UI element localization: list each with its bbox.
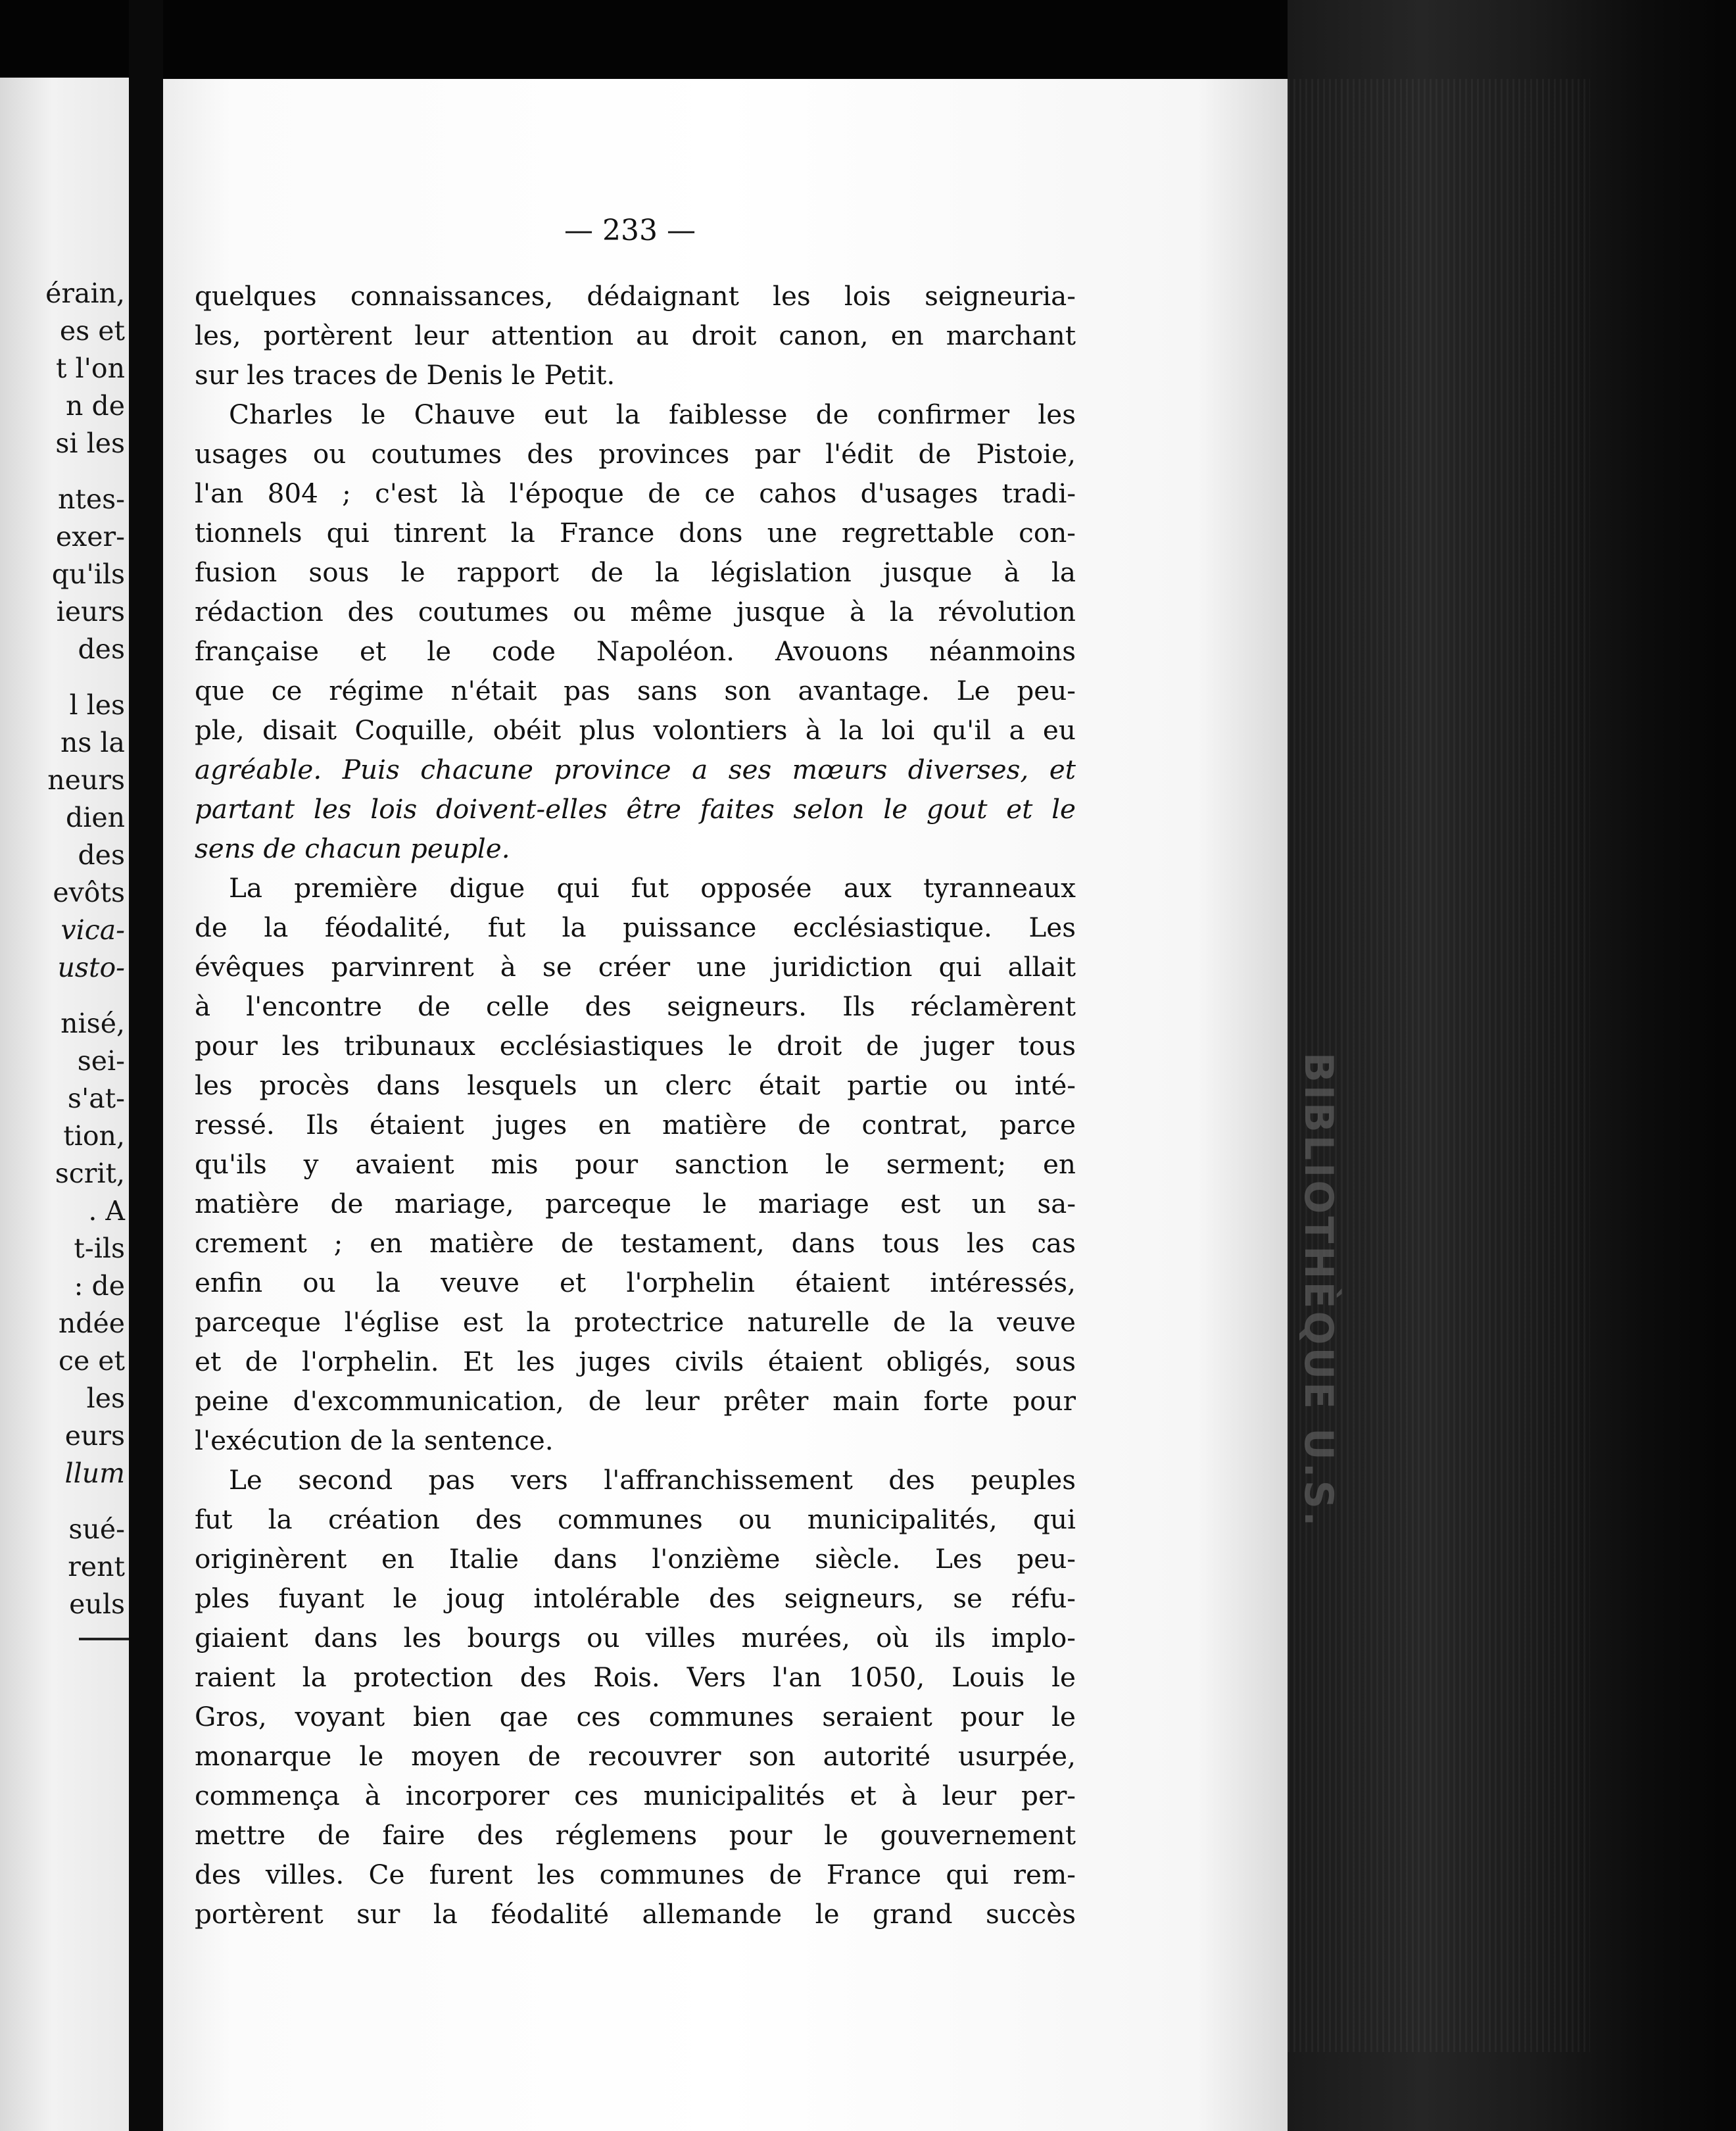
paragraph-start-line: La première digue qui fut opposée aux tyranneaux	[229, 872, 1076, 904]
left-line: n de	[66, 390, 125, 422]
library-stamp	[1282, 1052, 1341, 1223]
left-line: les	[86, 1383, 125, 1414]
left-line: érain,	[45, 278, 125, 309]
left-line: es et	[59, 315, 125, 347]
text-line: les procès dans lesquels un clerc était partie ou inté-	[195, 1069, 1076, 1101]
left-line: ce et	[59, 1345, 125, 1377]
left-line: ndée	[58, 1308, 125, 1339]
left-gap	[0, 1492, 129, 1511]
left-line: vica-	[60, 914, 125, 946]
left-line: evôts	[53, 877, 125, 908]
left-line: neurs	[47, 764, 125, 796]
text-line: qu'ils y avaient mis pour sanction le serment; en	[195, 1148, 1076, 1180]
text-line: enfin ou la veuve et l'orphelin étaient intéressés,	[195, 1267, 1076, 1298]
left-line: usto-	[57, 952, 125, 983]
text-line: ples fuyant le joug intolérable des seigneurs, se réfu-	[195, 1582, 1076, 1614]
left-line: ntes-	[57, 483, 125, 515]
paragraph-start-line: Le second pas vers l'affranchissement des peuples	[229, 1464, 1076, 1496]
text-line: ple, disait Coquille, obéit plus volontiers à la loi qu'il a eu	[195, 714, 1076, 746]
left-line: s'at-	[67, 1083, 125, 1114]
left-line: des	[78, 633, 125, 665]
text-line: crement ; en matière de testament, dans tous les cas	[195, 1227, 1076, 1259]
left-line: si les	[55, 428, 125, 459]
text-line: sur les traces de Denis le Petit.	[195, 359, 615, 391]
text-line: parceque l'église est la protectrice naturelle de la veuve	[195, 1306, 1076, 1338]
text-line: à l'encontre de celle des seigneurs. Ils réclamèrent	[195, 991, 1076, 1022]
text-line: pour les tribunaux ecclésiastiques le droit de juger tous	[195, 1030, 1076, 1062]
text-line: tionnels qui tinrent la France dons une regrettable con-	[195, 517, 1076, 549]
text-line: fut la création des communes ou municipalités, qui	[195, 1504, 1076, 1535]
page-number: — 233 —	[564, 214, 696, 247]
text-line: monarque le moyen de recouvrer son autorité usurpée,	[195, 1740, 1076, 1772]
text-line: raient la protection des Rois. Vers l'an 1050, Louis le	[195, 1661, 1076, 1693]
text-line: rédaction des coutumes ou même jusque à la révolution	[195, 596, 1076, 627]
text-line: fusion sous le rapport de la législation jusque à la	[195, 556, 1076, 588]
left-line: euls	[69, 1588, 125, 1620]
quote-line: sens de chacun peuple.	[195, 833, 510, 864]
left-line: dien	[65, 802, 125, 833]
left-line: sei-	[77, 1045, 125, 1077]
text-line: usages ou coutumes des provinces par l'édit de Pistoie,	[195, 438, 1076, 470]
left-line: scrit,	[55, 1158, 125, 1189]
left-line: l les	[69, 689, 125, 721]
text-line: matière de mariage, parceque le mariage est un sa-	[195, 1188, 1076, 1219]
left-gap	[0, 668, 129, 687]
left-line: nisé,	[60, 1008, 125, 1039]
left-line: ieurs	[56, 596, 125, 627]
text-line: giaient dans les bourgs ou villes murées, où ils implo-	[195, 1622, 1076, 1653]
left-line: tion,	[63, 1120, 125, 1152]
text-line: de la féodalité, fut la puissance ecclésiastique. Les	[195, 912, 1076, 943]
left-rule	[79, 1638, 129, 1640]
text-line: les, portèrent leur attention au droit canon, en marchant	[195, 320, 1076, 351]
text-line: l'an 804 ; c'est là l'époque de ce cahos d'usages tradi-	[195, 478, 1076, 509]
left-line: : de	[74, 1270, 125, 1302]
text-line: que ce régime n'était pas sans son avantage. Le peu-	[195, 675, 1076, 706]
text-line: et de l'orphelin. Et les juges civils étaient obligés, sous	[195, 1346, 1076, 1377]
left-gap	[0, 987, 129, 1005]
left-line: qu'ils	[51, 558, 125, 590]
paragraph-start-line: Charles le Chauve eut la faiblesse de confirmer les	[229, 399, 1076, 430]
text-line: originèrent en Italie dans l'onzième siècle. Les peu-	[195, 1543, 1076, 1575]
left-line: t l'on	[56, 353, 125, 384]
page-body-text	[195, 276, 1076, 1934]
left-line: rent	[68, 1551, 125, 1582]
text-line: Gros, voyant bien qae ces communes seraient pour le	[195, 1701, 1076, 1732]
left-line: ns la	[60, 727, 125, 758]
left-line: . A	[88, 1195, 125, 1227]
text-line: quelques connaissances, dédaignant les lois seigneuria-	[195, 280, 1076, 312]
left-line: eurs	[64, 1420, 125, 1452]
text-line: française et le code Napoléon. Avouons néanmoins	[195, 635, 1076, 667]
previous-page-fragment	[0, 78, 129, 2131]
left-line: t-ils	[74, 1233, 125, 1264]
left-gap	[0, 462, 129, 481]
quote-line: partant les lois doivent-elles être faites selon le gout et le	[195, 793, 1076, 825]
text-line: commença à incorporer ces municipalités et à leur per-	[195, 1780, 1076, 1811]
left-line: des	[78, 839, 125, 871]
text-line: l'exécution de la sentence.	[195, 1425, 554, 1456]
text-line: peine d'excommunication, de leur prêter main forte pour	[195, 1385, 1076, 1417]
quote-line: agréable. Puis chacune province a ses mœurs diverses, et	[195, 754, 1076, 785]
book-gutter	[129, 0, 163, 2131]
text-line: ressé. Ils étaient juges en matière de contrat, parce	[195, 1109, 1076, 1140]
left-line: llum	[64, 1457, 125, 1489]
main-page	[163, 79, 1288, 2131]
previous-page-text	[0, 275, 129, 1640]
text-line: des villes. Ce furent les communes de France qui rem-	[195, 1859, 1076, 1890]
left-line: exer-	[55, 521, 125, 552]
left-line: sué-	[68, 1513, 125, 1545]
text-line: mettre de faire des réglemens pour le gouvernement	[195, 1819, 1076, 1851]
text-line: évêques parvinrent à se créer une juridiction qui allait	[195, 951, 1076, 983]
text-line: portèrent sur la féodalité allemande le grand succès	[195, 1898, 1076, 1930]
